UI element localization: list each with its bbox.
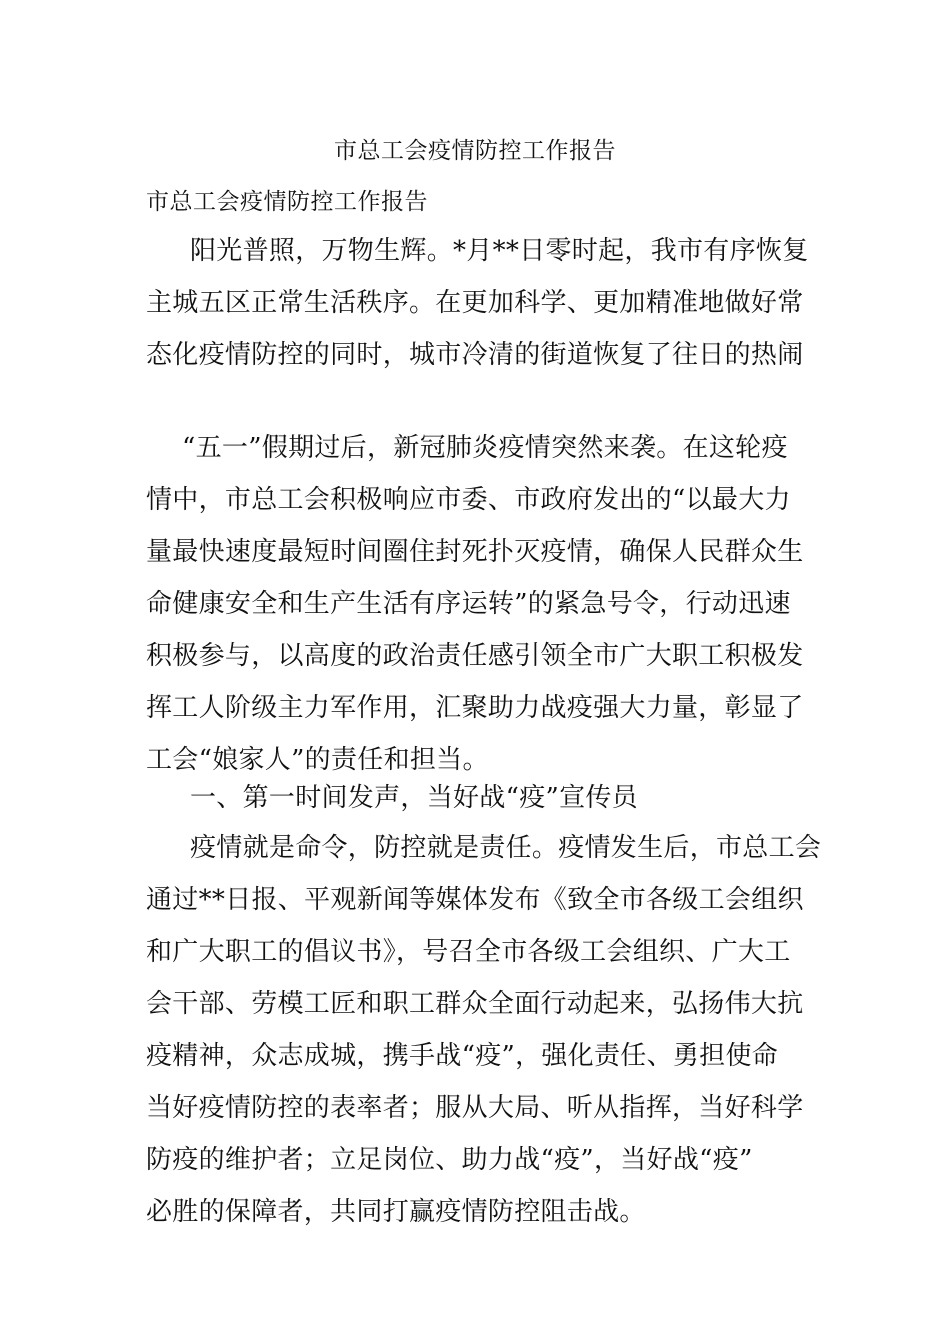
paragraph-line: 量最快速度最短时间圈住封死扑灭疫情，确保人民群众生 [146,537,804,567]
paragraph-line: 态化疫情防控的同时，城市冷清的街道恢复了往日的热闹 [146,340,804,370]
paragraph-3 [146,822,822,1238]
paragraph-line: 当好疫情防控的表率者；服从大局、听从指挥，当好科学 [146,1093,804,1123]
paragraph-line: 防疫的维护者；立足岗位、助力战“疫”，当好战“疫” [146,1145,753,1175]
paragraph-line: 命健康安全和生产生活有序运转”的紧急号令，行动迅速 [146,589,791,619]
paragraph-1 [146,225,809,381]
paragraph-line: 疫情就是命令，防控就是责任。疫情发生后，市总工会 [190,833,822,863]
paragraph-line: 主城五区正常生活秩序。在更加科学、更加精准地做好常 [146,288,804,318]
paragraph-line: 工会“娘家人”的责任和担当。 [146,745,489,775]
paragraph-line: 阳光普照，万物生辉。*月**日零时起，我市有序恢复 [190,236,809,266]
paragraph-line: 情中，市总工会积极响应市委、市政府发出的“以最大力 [146,485,791,515]
paragraph-line: “五一”假期过后，新冠肺炎疫情突然来袭。在这轮疫 [182,433,788,463]
section-heading-1 [146,772,806,824]
paragraph-2 [146,422,806,786]
paragraph-line: 积极参与，以高度的政治责任感引领全市广大职工积极发 [146,641,804,671]
section-heading: 一、第一时间发声，当好战“疫”宣传员 [190,783,638,813]
paragraph-line: 通过**日报、平观新闻等媒体发布《致全市各级工会组织 [146,885,804,915]
paragraph-line: 疫精神，众志成城，携手战“疫”，强化责任、勇担使命 [146,1041,779,1071]
paragraph-line: 必胜的保障者，共同打赢疫情防控阻击战。 [146,1197,646,1227]
document-subtitle: 市总工会疫情防控工作报告 [146,189,428,215]
document-title: 市总工会疫情防控工作报告 [334,138,616,164]
paragraph-line: 会干部、劳模工匠和职工群众全面行动起来，弘扬伟大抗 [146,989,804,1019]
paragraph-line: 和广大职工的倡议书》，号召全市各级工会组织、广大工 [146,937,791,967]
paragraph-line: 挥工人阶级主力军作用，汇聚助力战疫强大力量，彰显了 [146,693,804,723]
